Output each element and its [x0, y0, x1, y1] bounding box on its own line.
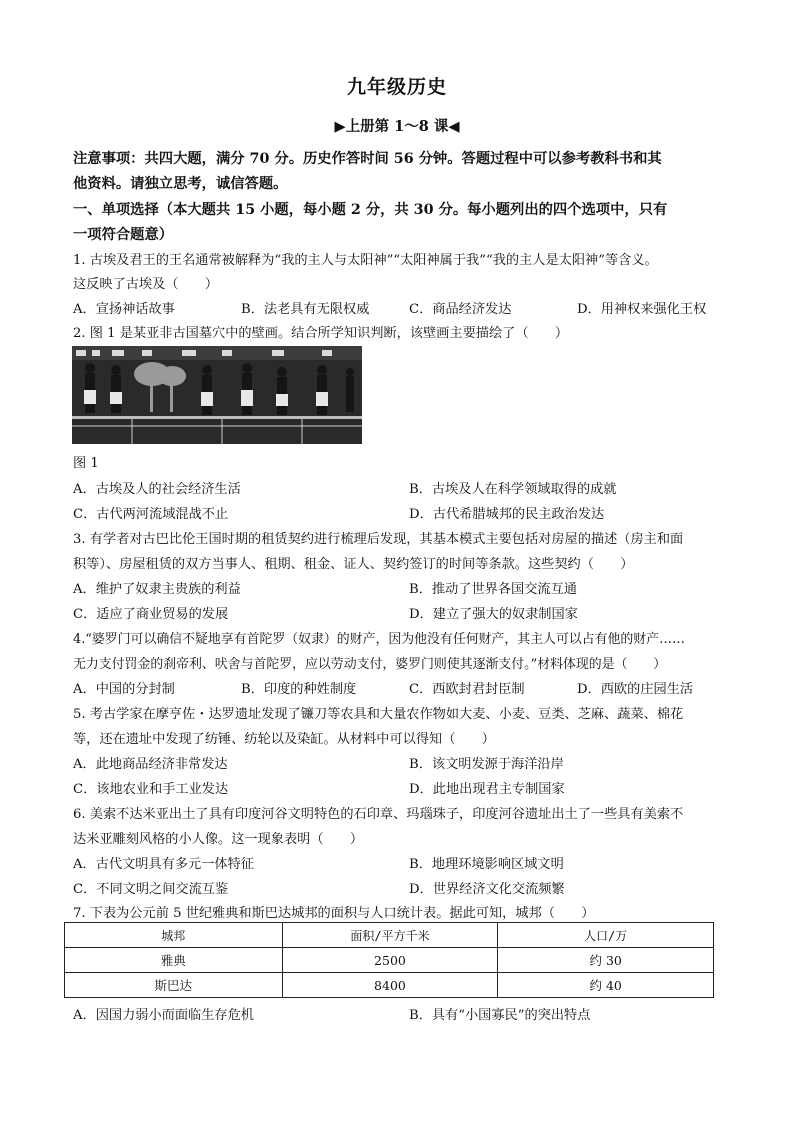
table-header-cell: 城邦: [65, 923, 283, 948]
table-row: [65, 973, 714, 998]
q1-option-c: C．商品经济发达: [409, 302, 512, 317]
notice-line-1: 注意事项：共四大题，满分 70 分。历史作答时间 56 分钟。答题过程中可以参考教科书和其: [73, 151, 662, 167]
q6-option-d: D．世界经济文化交流频繁: [409, 882, 565, 897]
q1-stem-line-1: 1. 古埃及君王的王名通常被解释为“我的主人与太阳神”“太阳神属于我”“我的主人是太阳神”等含义。: [73, 253, 658, 268]
q7-option-b: B．具有“小国寡民”的突出特点: [409, 1008, 591, 1023]
q2-option-d: D．古代希腊城邦的民主政治发达: [409, 507, 605, 522]
q2-option-c: C．古代两河流域混战不止: [73, 507, 229, 522]
q5-option-a: A．此地商品经济非常发达: [73, 757, 228, 772]
q3-stem-line-2: 积等）、房屋租赁的双方当事人、租期、租金、证人、契约签订的时间等条款。这些契约（ ）: [73, 557, 634, 572]
table-row: [65, 948, 714, 973]
table-cell: 2500: [282, 948, 498, 973]
page-subtitle: ▶上册第 1～8 课◀: [334, 118, 460, 135]
figure-caption: 图 1: [73, 456, 99, 471]
q7-stem-line-1: 7. 下表为公元前 5 世纪雅典和斯巴达城邦的面积与人口统计表。据此可知，城邦（ ）: [73, 906, 595, 921]
table-cell: 约 40: [498, 973, 714, 998]
page-title: 九年级历史: [346, 76, 447, 98]
q2-option-a: A．古埃及人的社会经济生活: [73, 482, 241, 497]
q3-stem-line-1: 3. 有学者对古巴比伦王国时期的租赁契约进行梳理后发现，其基本模式主要包括对房屋的描述（房主和面: [73, 532, 684, 547]
table-cell: 雅典: [65, 948, 283, 973]
q4-option-b: B．印度的种姓制度: [241, 682, 357, 697]
q3-option-b: B．推动了世界各国交流互通: [409, 582, 577, 597]
tomb-mural-image: [72, 346, 362, 444]
table-header-cell: 人口/万: [498, 923, 714, 948]
city-state-stats-table: [64, 922, 714, 998]
q4-option-c: C．西欧封君封臣制: [409, 682, 525, 697]
q4-option-a: A．中国的分封制: [73, 682, 175, 697]
q7-option-a: A．因国力弱小而面临生存危机: [73, 1008, 254, 1023]
table-cell: 约 30: [498, 948, 714, 973]
q1-option-b: B．法老具有无限权威: [241, 302, 370, 317]
q5-stem-line-2: 等，还在遗址中发现了纺锤、纺轮以及染缸。从材料中可以得知（ ）: [73, 732, 495, 747]
q2-option-b: B．古埃及人在科学领域取得的成就: [409, 482, 617, 497]
table-header-cell: 面积/平方千米: [282, 923, 498, 948]
q6-option-c: C．不同文明之间交流互鉴: [73, 882, 229, 897]
q4-stem-line-2: 无力支付罚金的刹帝利、吠舍与首陀罗，应以劳动支付，婆罗门则使其逐渐支付。”材料体现的是（ ）: [73, 657, 667, 672]
section-heading-line-2: 一项符合题意）: [73, 227, 174, 243]
q6-stem-line-1: 6. 美索不达米亚出土了具有印度河谷文明特色的石印章、玛瑙珠子，印度河谷遗址出土了一些具有美索不: [73, 807, 684, 822]
q6-stem-line-2: 达米亚雕刻风格的小人像。这一现象表明（ ）: [73, 832, 364, 847]
q5-option-b: B．该文明发源于海洋沿岸: [409, 757, 564, 772]
q4-stem-line-1: 4.“婆罗门可以确信不疑地享有首陀罗（奴隶）的财产，因为他没有任何财产，其主人可以占有他的财产……: [73, 632, 685, 647]
table-cell: 斯巴达: [65, 973, 283, 998]
q5-option-d: D．此地出现君主专制国家: [409, 782, 565, 797]
section-heading-line-1: 一、单项选择（本大题共 15 小题，每小题 2 分，共 30 分。每小题列出的四个选项中，只有: [73, 202, 668, 218]
q6-option-b: B．地理环境影响区域文明: [409, 857, 564, 872]
table-cell: 8400: [282, 973, 498, 998]
q1-option-d: D．用神权来强化王权: [577, 302, 707, 317]
q3-option-c: C．适应了商业贸易的发展: [73, 607, 229, 622]
q2-stem-line-1: 2. 图 1 是某亚非古国墓穴中的壁画。结合所学知识判断，该壁画主要描绘了（ ）: [73, 326, 569, 341]
q6-option-a: A．古代文明具有多元一体特征: [73, 857, 254, 872]
q3-option-d: D．建立了强大的奴隶制国家: [409, 607, 578, 622]
q1-option-a: A．宣扬神话故事: [73, 302, 175, 317]
notice-line-2: 他资料。请独立思考，诚信答题。: [73, 176, 288, 192]
q5-option-c: C．该地农业和手工业发达: [73, 782, 229, 797]
q4-option-d: D．西欧的庄园生活: [577, 682, 694, 697]
q5-stem-line-1: 5. 考古学家在摩亨佐・达罗遗址发现了镰刀等农具和大量农作物如大麦、小麦、豆类、芝麻、蔬菜、棉花: [73, 707, 684, 722]
q3-option-a: A．维护了奴隶主贵族的利益: [73, 582, 241, 597]
q1-stem-line-2: 这反映了古埃及（ ）: [73, 277, 219, 292]
table-header-row: [65, 923, 714, 948]
